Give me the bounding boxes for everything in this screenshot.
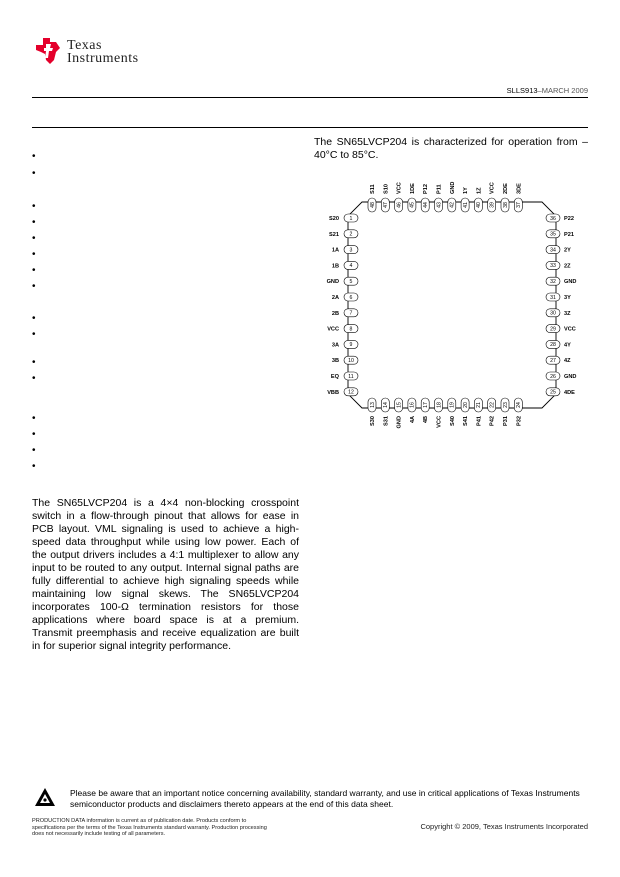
feature-bullets (32, 152, 52, 472)
pin-number: 5 (349, 279, 353, 285)
pin-label: S31 (383, 416, 390, 426)
pin-label: 2A (331, 295, 339, 301)
pin-number: 37 (516, 202, 523, 208)
pin-number: 18 (436, 402, 443, 408)
bullet: • (32, 201, 36, 212)
pin-number: 12 (348, 389, 354, 396)
pin-number: 39 (489, 202, 496, 208)
doc-id: SLLS913 (506, 86, 538, 95)
package-pinout-diagram (306, 170, 606, 440)
header-rule (32, 97, 588, 98)
pin-number: 22 (489, 402, 496, 408)
pin-label: VBB (327, 389, 339, 396)
production-data-note: PRODUCTION DATA information is current as of publication date. Products conform to specifications per the terms of the Texas Instruments standard warranty. Production processing does not necessarily include testing of all parameters. (32, 818, 267, 838)
bullet: • (32, 265, 36, 276)
bullet: • (32, 217, 36, 228)
pin-label: P32 (516, 416, 523, 426)
pin-label: VCC (327, 326, 339, 333)
pin-number: 36 (550, 215, 556, 222)
bullet: • (32, 373, 36, 384)
pin-label: GND (396, 416, 403, 429)
pin-number: 8 (349, 326, 353, 333)
document-number (507, 86, 588, 95)
bullet: • (32, 445, 36, 456)
pin-label: S40 (449, 416, 456, 426)
pin-number: 26 (550, 373, 556, 380)
pin-label: VCC (436, 416, 443, 428)
pin-number: 27 (550, 358, 556, 364)
pin-label: 4B (423, 416, 430, 424)
pin-number: 46 (396, 202, 403, 208)
pin-number: 23 (502, 402, 509, 408)
ti-logo-icon (34, 36, 62, 66)
pin-label: 2B (331, 310, 339, 317)
pin-label: VCC (489, 182, 496, 194)
pin-number: 34 (550, 247, 556, 254)
pin-number: 9 (349, 342, 353, 349)
pin-label: 4A (409, 416, 416, 424)
pin-label: 3Y (564, 295, 571, 301)
pin-label: S41 (463, 416, 470, 426)
pin-label: VCC (396, 182, 403, 194)
pin-label: P11 (436, 184, 443, 194)
bullet: • (32, 313, 36, 324)
pin-number: 19 (449, 402, 456, 408)
pin-number: 28 (550, 342, 556, 349)
bullet: • (32, 249, 36, 260)
pin-label: 1A (331, 247, 339, 254)
pin-number: 16 (409, 402, 416, 408)
pin-label: VCC (564, 326, 576, 333)
copyright: Copyright © 2009, Texas Instruments Incorporated (420, 822, 588, 831)
pin-number: 45 (409, 202, 416, 208)
bullet: • (32, 429, 36, 440)
brand-line-2: Instruments (67, 51, 139, 66)
warning-icon (34, 787, 56, 807)
pin-number: 11 (348, 373, 354, 380)
pin-number: 48 (369, 202, 376, 208)
bullet: • (32, 281, 36, 292)
bullet: • (32, 357, 36, 368)
doc-date: –MARCH 2009 (537, 86, 588, 95)
pin-number: 38 (502, 202, 509, 208)
bullet: • (32, 329, 36, 340)
pin-label: 3DE (516, 183, 523, 194)
package-body (348, 202, 556, 408)
pin-label: 4Y (564, 342, 571, 349)
pin-number: 32 (550, 279, 556, 285)
pin-label: EQ (330, 374, 339, 380)
pin-number: 15 (396, 402, 403, 408)
pin-label: S11 (370, 184, 376, 194)
pin-label: 1Z (476, 187, 483, 194)
pin-label: 2Z (564, 263, 571, 270)
pin-number: 42 (449, 202, 456, 208)
pin-number: 24 (516, 402, 523, 408)
pin-number: 4 (349, 263, 353, 270)
pin-number: 7 (349, 310, 353, 317)
pin-label: 4DE (564, 389, 575, 396)
pin-number: 33 (550, 263, 556, 270)
pin-number: 47 (383, 202, 390, 208)
pin-number: 1 (349, 215, 353, 222)
pin-label: S30 (370, 416, 376, 426)
pin-label: S21 (329, 231, 339, 238)
pin-number: 21 (476, 402, 483, 408)
pin-label: 2Y (564, 247, 571, 254)
pin-number: 17 (423, 402, 429, 408)
pin-number: 41 (462, 202, 469, 208)
characterization-note: The SN65LVCP204 is characterized for operation from –40°C to 85°C. (314, 136, 588, 161)
pin-number: 43 (436, 202, 443, 208)
bullet: • (32, 413, 36, 424)
pin-label: 3Z (564, 310, 571, 317)
description-paragraph: The SN65LVCP204 is a 4×4 non-blocking crosspoint switch in a flow-through pinout that allows for ease in PCB layout. VML signaling is used to achieve a high-speed data throughput while using low power. Each of the output drivers includes a 4:1 multiplexer to allow any input to be routed to any output. Internal signal paths are fully differential to achieve high signaling speeds while maintaining low signal skews. The SN65LVCP204 incorporates 100-Ω termination resistors for those applications where board space is at a premium. Transmit preemphasis and receive equalization are built in for superior signal integrity performance. (32, 497, 299, 652)
bullet: • (32, 461, 36, 472)
pin-label: GND (326, 279, 339, 286)
pin-number: 31 (550, 294, 556, 301)
pin-number: 35 (550, 231, 556, 238)
pin-label: GND (564, 279, 577, 286)
pin-label: P42 (489, 416, 496, 426)
pin-label: P31 (503, 416, 509, 426)
pin-label: 1DE (409, 183, 416, 194)
pin-label: 3A (331, 342, 339, 349)
pin-number: 10 (348, 358, 354, 364)
pin-label: GND (449, 181, 456, 194)
bullet: • (32, 233, 36, 244)
pin-label: P12 (423, 184, 430, 194)
bullet: • (32, 151, 36, 162)
pin-number: 3 (349, 247, 353, 254)
pin-number: 6 (349, 294, 353, 301)
pin-number: 30 (550, 310, 556, 317)
pin-label: P41 (476, 416, 483, 426)
pin-number: 25 (550, 389, 556, 396)
pin-number: 13 (369, 402, 376, 408)
section-rule (32, 127, 588, 128)
pin-number: 44 (423, 202, 429, 208)
pin-label: 1B (331, 263, 339, 270)
brand-line-1: Texas (67, 38, 102, 53)
pin-number: 40 (476, 202, 483, 208)
important-notice: Please be aware that an important notice concerning availability, standard warranty, and use in critical applications of Texas Instruments semiconductor products and disclaimers thereto appears at the end of this data sheet. (70, 788, 580, 809)
pin-label: P21 (564, 231, 574, 238)
pinout-svg (306, 170, 606, 440)
pin-number: 29 (550, 326, 556, 333)
pin-number: 14 (383, 402, 390, 408)
pin-label: 1Y (463, 187, 470, 194)
pin-label: 2DE (503, 183, 509, 194)
pin-label: S10 (383, 184, 390, 194)
pin-label: 3B (331, 358, 339, 365)
pin-label: P22 (564, 216, 574, 222)
ti-logo (34, 36, 204, 70)
bullet: • (32, 168, 36, 179)
pin-number: 20 (462, 402, 469, 408)
pin-label: GND (564, 374, 577, 380)
pin-label: 4Z (564, 358, 571, 365)
pin-label: S20 (329, 216, 339, 222)
pin-number: 2 (349, 231, 353, 238)
